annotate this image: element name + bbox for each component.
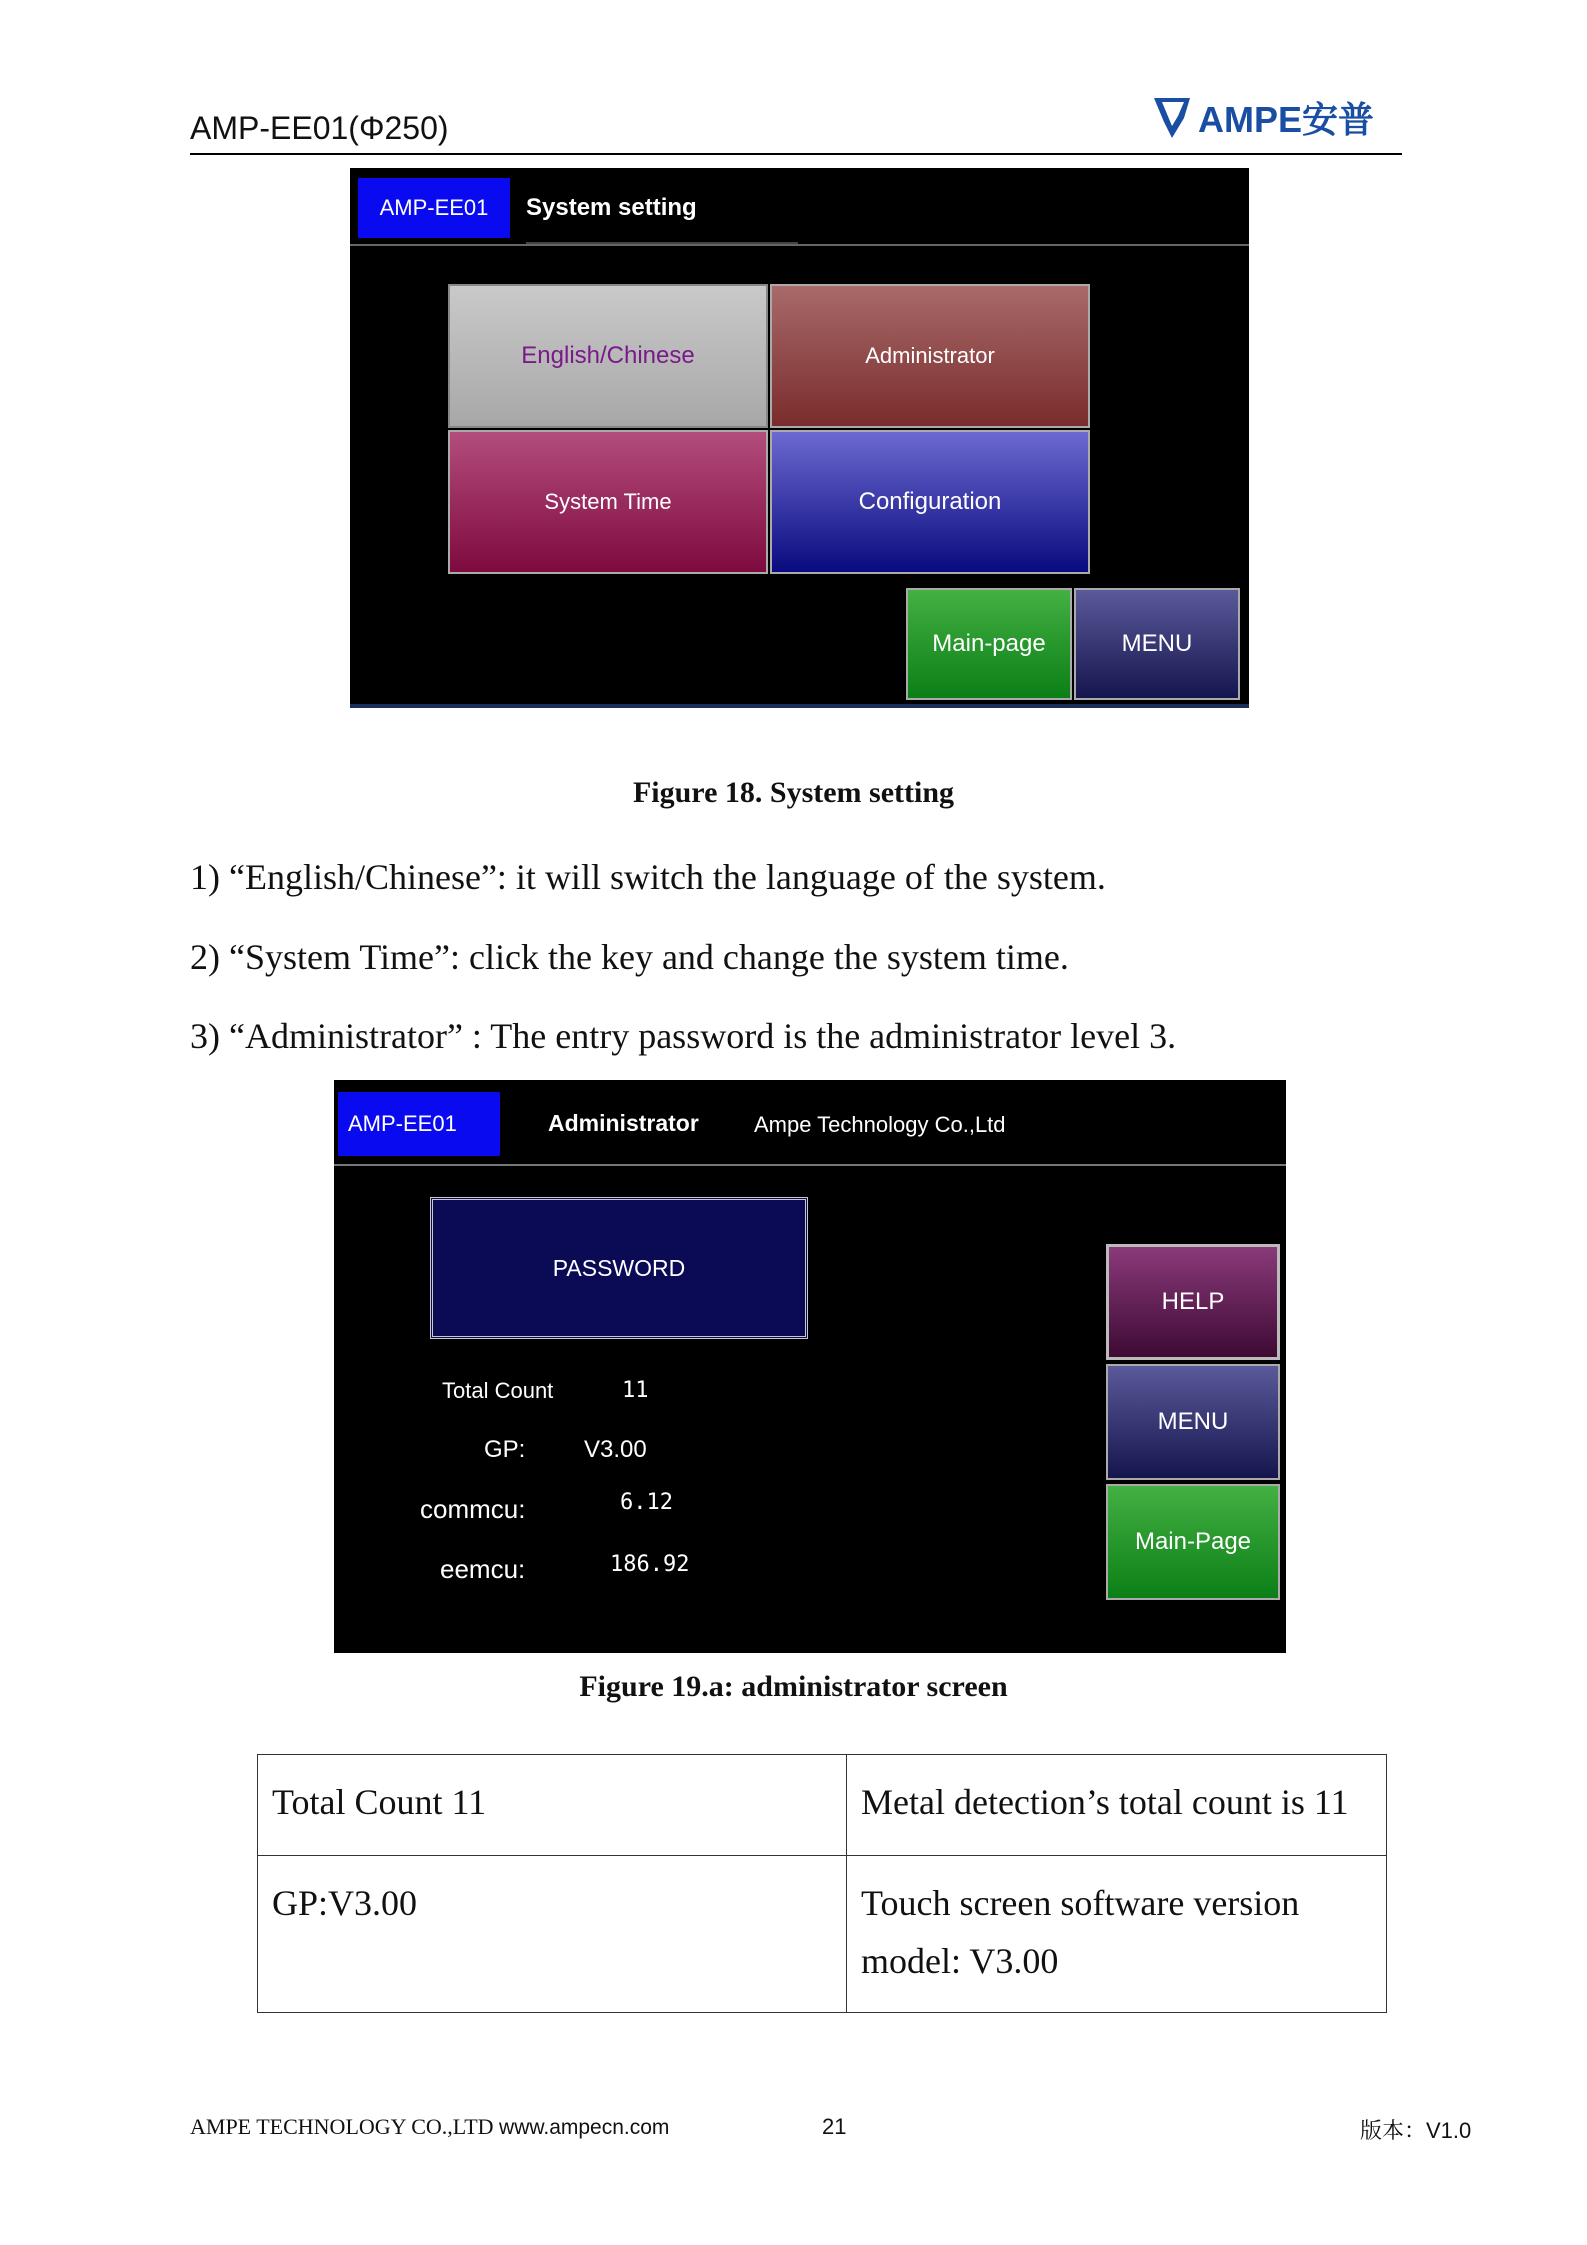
header-separator [334,1164,1286,1166]
header-separator [350,244,1249,246]
menu-button[interactable] [1106,1364,1280,1480]
help-button[interactable] [1106,1244,1280,1360]
screen-title: System setting [526,194,697,221]
paragraph-1: 1) “English/Chinese”: it will switch the language of the system. [190,857,1106,897]
eemcu-value: 186.92 [610,1552,690,1577]
gp-value: V3.00 [584,1436,647,1463]
screen-tag [358,178,510,238]
figure-19a-caption: Figure 19.a: administrator screen [579,1670,1008,1703]
english-chinese-button[interactable] [448,284,768,428]
page-number: 21 [822,2114,847,2139]
administrator-screen [334,1080,1286,1653]
figure-18-caption: Figure 18. System setting [632,776,955,809]
configuration-button[interactable] [770,430,1090,574]
logo-text: AMPE安普 [1198,99,1375,140]
menu-button[interactable] [1074,588,1240,700]
menu-label: MENU [1157,1408,1229,1435]
header-divider [190,153,1402,155]
ampe-logo [1150,92,1380,144]
total-count-label: Total Count [442,1378,554,1403]
eemcu-label: eemcu: [440,1554,526,1584]
help-label: HELP [1161,1288,1225,1315]
paragraph-3: 3) “Administrator” : The entry password is the administrator level 3. [190,1016,1177,1056]
gp-label: GP: [484,1436,526,1463]
table-cell: Metal detection’s total count is 11 [847,1755,1387,1856]
commcu-label: commcu: [420,1494,526,1524]
footer-company: AMPE TECHNOLOGY CO.,LTD [190,2114,494,2139]
footer-website: www.ampecn.com [499,2116,670,2139]
system-time-label: System Time [544,489,672,514]
administrator-button[interactable] [770,284,1090,428]
table-row [258,1755,1387,1856]
main-page-button[interactable] [1106,1484,1280,1600]
table-cell: Total Count 11 [258,1755,847,1856]
screen-title: Administrator [548,1110,699,1136]
info-table [257,1754,1387,2013]
main-page-label: Main-page [932,630,1046,657]
table-row [258,1856,1387,2013]
footer-version: 版本：V1.0 [1360,2118,1472,2143]
main-page-label: Main-Page [1134,1528,1252,1555]
paragraph-2: 2) “System Time”: click the key and change the system time. [190,937,1069,977]
system-time-button[interactable] [448,430,768,574]
table-cell: Touch screen software version model: V3.00 [847,1856,1387,2013]
screen-tag-label: AMP-EE01 [348,1111,457,1136]
screen-tag [338,1092,500,1156]
company-name: Ampe Technology Co.,Ltd [754,1112,1006,1137]
main-page-button[interactable] [906,588,1072,700]
commcu-value: 6.12 [620,1490,673,1515]
footer-left [190,2114,669,2140]
administrator-label: Administrator [865,343,995,368]
document-header-title: AMP-EE01(Φ250) [190,110,449,146]
screen-bottom-edge [350,704,1249,708]
table-cell: GP:V3.00 [258,1856,847,2013]
password-button[interactable] [430,1197,808,1339]
english-chinese-label: English/Chinese [521,342,695,369]
system-setting-screen [350,168,1249,708]
total-count-value: 11 [622,1378,649,1403]
menu-label: MENU [1121,630,1193,657]
screen-tag-label: AMP-EE01 [379,195,489,220]
configuration-label: Configuration [858,488,1002,515]
password-label: PASSWORD [552,1254,686,1281]
